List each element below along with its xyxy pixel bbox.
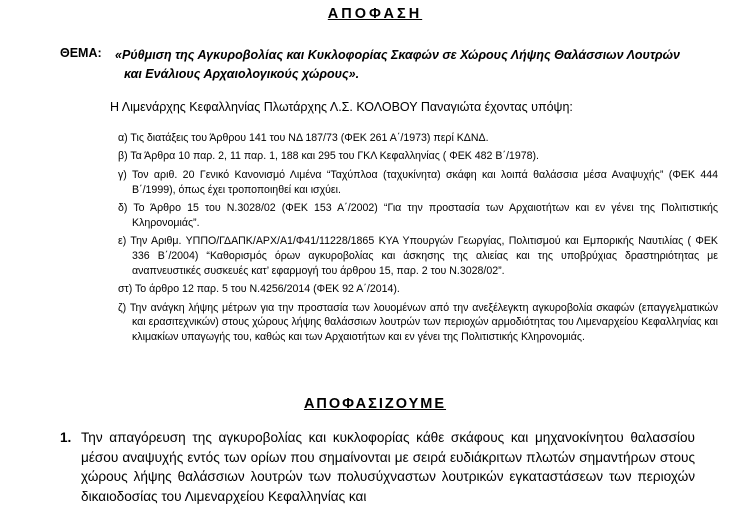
consideration-item: β) Τα Άρθρα 10 παρ. 2, 11 παρ. 1, 188 και 295 του ΓΚΛ Κεφαλληνίας ( ΦΕΚ 482 Β΄/1978). — [118, 150, 539, 163]
consideration-item: δ) Το Άρθρο 15 του Ν.3028/02 (ΦΕΚ 153 Α΄/2002) “Για την προστασία των Αρχαιοτήτων και εν γένει της Πολιτιστικής Κληρονομιάς”. — [118, 201, 718, 229]
decide-heading: ΑΠΟΦΑΣΙΖΟΥΜΕ — [303, 396, 447, 412]
consideration-item: ε) Την Αριθμ. ΥΠΠΟ/ΓΔΑΠΚ/ΑΡΧ/Α1/Φ41/11228/1865 ΚΥΑ Υπουργών Γεωργίας, Πολιτισμού και Εμπορικής Ναυτιλίας ( ΦΕΚ 336 Β΄/2004) “Καθορισμός όρων αγκυροβολίας και άσκησης της αλιείας και της υποβρύχιας δραστηριότητας με αναπνευστικές συσκευές κατ’ εφαρμογή του άρθρου 15, παρ. 2 του Ν.3028/02”. — [118, 235, 718, 277]
consideration-item: στ) Το άρθρο 12 παρ. 5 του Ν.4256/2014 (ΦΕΚ 92 Α΄/2014). — [118, 283, 400, 296]
intro-text: Η Λιμενάρχης Κεφαλληνίας Πλωτάρχης Λ.Σ. ΚΟΛΟΒΟΥ Παναγιώτα έχοντας υπόψη: — [110, 100, 573, 114]
decision-number: 1. — [60, 430, 72, 445]
consideration-item: α) Τις διατάξεις του Άρθρου 141 του ΝΔ 187/73 (ΦΕΚ 261 Α΄/1973) περί ΚΔΝΔ. — [118, 132, 489, 144]
decision-text: Την απαγόρευση της αγκυροβολίας και κυκλοφορίας κάθε σκάφους και μηχανοκίνητου θαλασσίου μέσου αναψυχής εντός των ορίων που σημαίνονται με σειρά ευδιάκριτων πλωτών σημαντήρων στους χώρους λήψης θαλάσσιων λουτρών των πολυσύχναστων λουτρικών εγκαταστάσεων των περιοχών δικαιοδοσίας του Λιμεναρχείου Κεφαλληνίας και — [81, 430, 695, 504]
consideration-item: γ) Τον αριθ. 20 Γενικό Κανονισμό Λιμένα “Ταχύπλοα (ταχυκίνητα) σκάφη και λοιπά θαλάσσια μέσα Αναψυχής” (ΦΕΚ 444 Β΄/1999), όπως έχει τροποποιηθεί και ισχύει. — [118, 168, 718, 196]
subject-text — [115, 46, 695, 84]
subject-line-1: «Ρύθμιση της Αγκυροβολίας και Κυκλοφορίας Σκαφών σε Χώρους Λήψης Θαλάσσιων Λουτρών — [115, 48, 681, 62]
decision-item — [60, 428, 695, 506]
subject-line-2: και Ενάλιους Αρχαιολογικούς χώρους». — [124, 67, 360, 81]
considerations-list — [118, 131, 718, 349]
consideration-item: ζ) Την ανάγκη λήψης μέτρων για την προστασία των λουομένων από την ανεξέλεγκτη αγκυροβολία σκαφών (επαγγελματικών και ερασιτεχνικών) στους χώρους λήψης θαλάσσιων λουτρών των περιοχών αρμοδιότητας του Λιμεναρχείου Κεφαλληνίας και κλιμακίων υπαγωγής του, καθώς και των Αρχαιοτήτων και εν γένει της Πολιτιστικής Κληρονομιάς. — [118, 301, 718, 344]
document-title: ΑΠΟΦΑΣΗ — [327, 6, 423, 22]
subject-label: ΘΕΜΑ: — [60, 46, 102, 60]
